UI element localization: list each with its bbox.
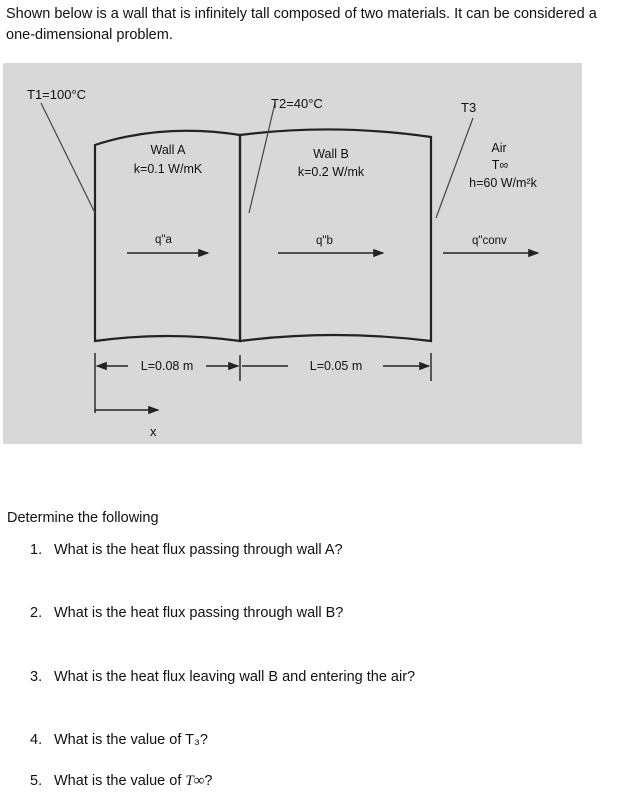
question-text: What is the value of T₃? — [54, 732, 208, 748]
t2-leader-line — [249, 103, 275, 213]
question-2 — [30, 605, 343, 621]
question-text: What is the value of — [54, 773, 186, 789]
wall-b-k: k=0.2 W/mk — [297, 165, 365, 179]
t3-leader-line — [436, 118, 473, 218]
question-suffix: ? — [204, 773, 213, 789]
length-b-label: L=0.05 m — [309, 359, 363, 373]
wall-b-name: Wall B — [313, 147, 349, 161]
question-text: What is the heat flux passing through wall B? — [54, 605, 344, 621]
wall-diagram-svg — [3, 63, 582, 444]
question-number: 2. — [30, 605, 43, 621]
question-number: 3. — [30, 669, 43, 685]
question-text: What is the heat flux leaving wall B and entering the air? — [54, 669, 416, 685]
question-number: 1. — [30, 542, 43, 558]
x-axis-label: x — [150, 424, 157, 439]
t1-leader-line — [41, 103, 95, 213]
question-number: 5. — [30, 773, 43, 789]
wall-a-name: Wall A — [150, 143, 186, 157]
flux-a-label: q"a — [155, 234, 172, 246]
question-3 — [30, 669, 415, 685]
question-4 — [30, 732, 208, 748]
flux-conv-label: q"conv — [472, 235, 507, 247]
air-h: h=60 W/m²k — [469, 176, 537, 190]
length-a-label: L=0.08 m — [140, 359, 194, 373]
wall-diagram — [3, 63, 582, 444]
t3-label: T3 — [461, 100, 477, 115]
air-label: Air — [491, 141, 507, 155]
t2-label: T2=40°C — [271, 96, 323, 111]
question-text: What is the heat flux passing through wall A? — [54, 542, 343, 558]
t-infinity-symbol: T∞ — [185, 773, 205, 789]
question-1 — [30, 542, 343, 558]
flux-b-label: q"b — [316, 235, 333, 247]
wall-b-shape — [240, 129, 431, 341]
question-number: 4. — [30, 732, 43, 748]
air-t-inf: T∞ — [491, 158, 509, 172]
questions-heading: Determine the following — [7, 510, 159, 526]
wall-a-k: k=0.1 W/mK — [133, 162, 203, 176]
intro-paragraph: Shown below is a wall that is infinitely tall composed of two materials. It can be considered a one-dimensional problem. — [6, 6, 597, 43]
question-5 — [30, 773, 213, 790]
t1-label: T1=100°C — [27, 87, 87, 102]
